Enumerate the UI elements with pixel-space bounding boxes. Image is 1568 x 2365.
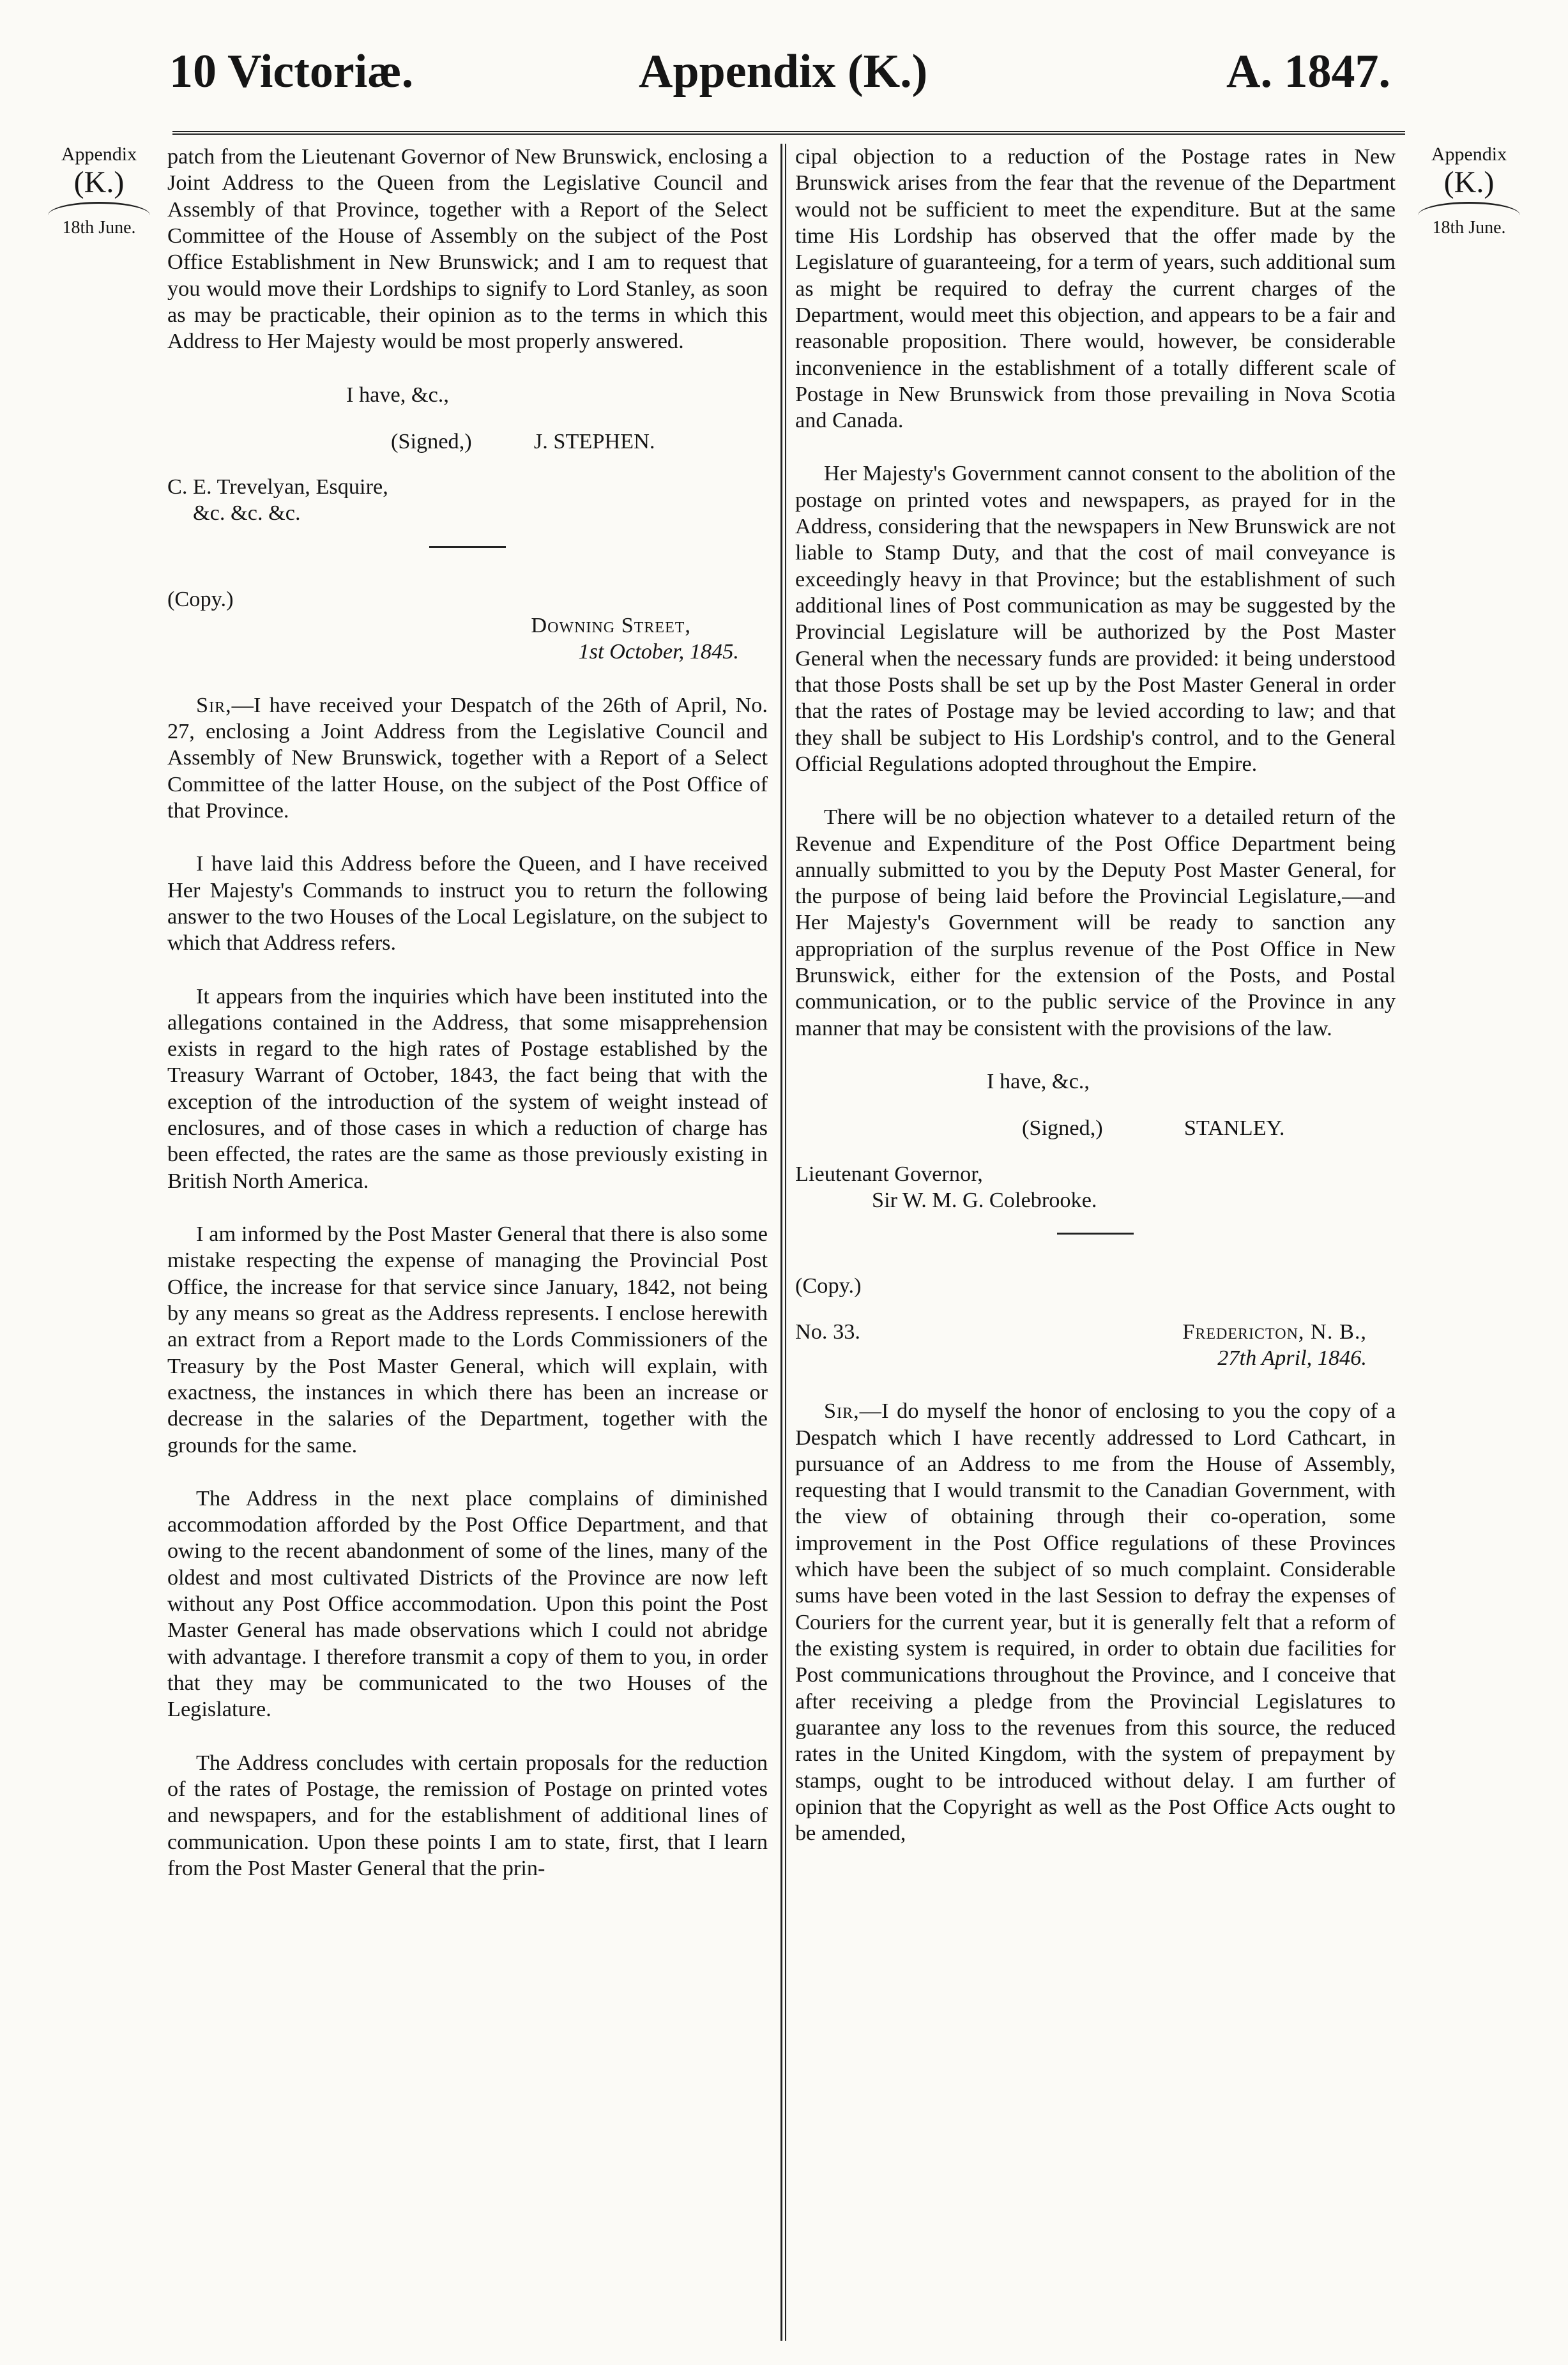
letter-place: Fredericton, N. B., [1182,1319,1367,1344]
copy-label: (Copy.) [167,586,234,611]
despatch-number: No. 33. [795,1319,860,1344]
addressee-title: Lieutenant Governor, [795,1161,983,1186]
letter-place [167,612,768,639]
page-header [0,26,1568,121]
copy-label: (Copy.) [795,1274,862,1298]
signature-block [795,1068,1396,1142]
margin-note-right [1405,144,1533,238]
signed-label: (Signed,) [1022,1116,1103,1141]
closing: I have, &c., [346,382,449,407]
right-column [795,144,1396,2334]
session-label: 10 Victoriæ. [169,45,414,98]
margin-appendix-letter: (K.) [73,165,125,199]
signer-name: J. STEPHEN. [533,429,655,453]
paragraph: patch from the Lieutenant Governor of New Brunswick, enclosing a Joint Address to the Queen from the Legislative Council and Assembly of that Province, together with a Report of the Select Committee of the House of Assembly on the subject of the Post Office Establishment in New Brunswick; and I am to request that you would move their Lordships to signify to Lord Stanley, as soon as may be practicable, their opinion as to the terms in which this Address to Her Majesty would be most properly answered. [167,144,768,354]
paragraph [167,692,768,825]
paragraph: Her Majesty's Government cannot consent to the abolition of the postage on printed votes and newspapers, as prayed for in the Address, considering that the newspapers in New Brunswick are not liable to Stamp Duty, and that the cost of mail conveyance is exceedingly heavy in that Province; but the establishment of such additional lines of Post communication as may be suggested by the Provincial Legislature will be authorized by the Post Master General when the necessary funds are provided: it being understood that those Posts shall be set up by the Post Master General in order that the rates of Postage may be levied according to law; and that they shall be subject to His Lordship's control, and to the General Official Regulations adopted throughout the Empire. [795,461,1396,776]
letter-heading-row [795,1319,1396,1345]
margin-appendix-label: Appendix [61,144,137,165]
paragraph: The Address in the next place complains of diminished accommodation afforded by the Post Office Department, and that owing to the recent abandonment of some of the lines, many of the oldest and most cultivated Districts of the Province are now left without any Post Office accommodation. Upon this point the Post Master General has made observations which I could not abridge with advantage. I therefore transmit a copy of them to you, in order that they may be communicated to the two Houses of the Legislature. [167,1486,768,1722]
addressee-name: Sir W. M. G. Colebrooke. [872,1187,1097,1212]
signed-label: (Signed,) [391,429,472,453]
section-rule [429,546,506,548]
signed-line [795,1115,1396,1141]
left-column [167,144,768,2334]
signature-block [167,382,768,455]
year-label: A. 1847. [1226,45,1390,98]
paragraph: The Address concludes with certain proposals for the reduction of the rates of Postage, the remission of Postage on printed votes and newspapers, and for the establishment of additional lines of communication. Upon these points I am to state, first, that I learn from the Post Master General that the prin- [167,1750,768,1880]
signed-line [167,429,768,455]
letter-date: 27th April, 1846. [1217,1345,1367,1370]
closing: I have, &c., [987,1069,1090,1093]
salutation: Sir, [196,692,232,717]
margin-brace [1418,202,1520,215]
addressee [167,474,768,527]
addressee [795,1161,1396,1214]
paragraph: I am informed by the Post Master General that there is also some mistake respecting the expense of managing the Provincial Post Office, the increase for that service since January, 1842, not being by any means so great as the Address represents. I enclose herewith an extract from a Report made to the Lords Commissioners of the Treasury by the Post Master General, which will explain, with exactness, the instances in which there has been an increase or decrease in the salaries of the Department, together with the grounds for the same. [167,1222,768,1457]
margin-appendix-letter: (K.) [1443,165,1495,199]
paragraph-text: —I have received your Despatch of the 26th of April, No. 27, enclosing a Joint Address from the Legislative Council and Assembly of New Brunswick, together with a Report of a Select Committee of the latter House, on the subject of the Post Office of that Province. [167,692,768,823]
margin-appendix-label: Appendix [1431,144,1507,165]
addressee-name: C. E. Trevelyan, Esquire, [167,475,388,499]
column-divider [780,144,786,2341]
salutation: Sir, [824,1399,860,1424]
header-rule [172,131,1405,135]
section-rule [1057,1233,1134,1235]
margin-brace [48,202,150,215]
paragraph-text: —I do myself the honor of enclosing to you the copy of a Despatch which I have recently addressed to Lord Cathcart, in pursuance of an Address to me from the House of Assembly, requesting that I would transmit to the Canadian Government, with the view of obtaining through their co-operation, some improvement in the Post Office regulations of these Provinces which have been the subject of so much complaint. Considerable sums have been voted in the last Session to defray the expenses of Couriers for the current year, but it is generally felt that a reform of the existing system is required, in order to obtain due facilities for Post communications throughout the Province, and I conceive that after receiving a pledge from the Provincial Legislatures to guarantee any loss to the revenues from this source, the reduced rates in the United Kingdom, with the system of prepayment by stamps, ought to be introduced without delay. I am further of opinion that the Copyright as well as the Post Office Acts ought to be amended, [795,1399,1396,1846]
paragraph: It appears from the inquiries which have been instituted into the allegations contained in the Address, that some misapprehension exists in regard to the high rates of Postage established by the Treasury Warrant of October, 1843, the fact being that with the exception of the introduction of the system of weight instead of enclosures, and of those cases in which a reduction of charge has been effected, the rates are the same as those previously existing in British North America. [167,984,768,1193]
margin-date: 18th June. [62,218,136,238]
place-text: Downing Street, [531,613,691,638]
appendix-title: Appendix (K.) [639,45,928,98]
margin-date: 18th June. [1432,218,1506,238]
paragraph: cipal objection to a reduction of the Postage rates in New Brunswick arises from the fear that the revenue of the Department would not be sufficient to meet the expenditure. But at the same time His Lordship has observed that the offer made by the Legislature of guaranteeing, for a term of years, such additional sum as might be required to defray the current charges of the Department, would meet this objection, and appears to be a fair and reasonable proposition. There would, however, be considerable inconvenience in the establishment of a totally different scale of Postage in New Brunswick from those prevailing in Nova Scotia and Canada. [795,144,1396,433]
paragraph: There will be no objection whatever to a detailed return of the Revenue and Expenditure of the Post Office Department being annually submitted to you by the Deputy Post Master General, for the purpose of being laid before the Provincial Legislature,—and Her Majesty's Government will be ready to sanction any appropriation of the surplus revenue of the Post Office in New Brunswick, either for the extension of the Posts, and Postal communication, or to the public service of the Province in any manner that may be consistent with the provisions of the law. [795,805,1396,1040]
paragraph [795,1398,1396,1846]
letter-date: 1st October, 1845. [578,639,739,664]
margin-note-left [35,144,163,238]
paragraph: I have laid this Address before the Queen, and I have received Her Majesty's Commands to instruct you to return the following answer to the two Houses of the Local Legislature, on the subject to which that Address refers. [167,851,768,955]
signer-name: STANLEY. [1184,1116,1285,1141]
addressee-etc: &c. &c. &c. [193,501,301,526]
